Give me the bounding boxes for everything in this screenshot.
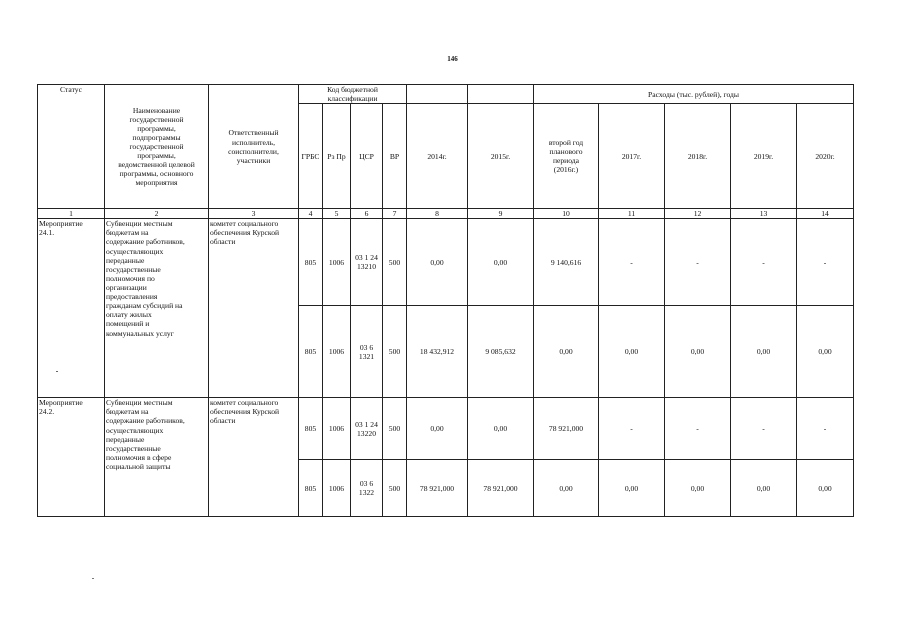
cell-2018: 0,00 bbox=[665, 306, 731, 398]
cell-2019: - bbox=[731, 398, 797, 460]
row-executor: комитет социального обеспечения Курской области bbox=[209, 219, 299, 398]
cell-vr: 500 bbox=[383, 219, 407, 306]
column-number: 2 bbox=[105, 209, 209, 219]
column-number: 12 bbox=[665, 209, 731, 219]
header-grbs: ГРБС bbox=[299, 104, 323, 209]
column-number: 8 bbox=[407, 209, 468, 219]
column-number: 9 bbox=[468, 209, 534, 219]
cell-grbs: 805 bbox=[299, 460, 323, 517]
header-name: Наименование государственной программы, подпрограммы государственной программы, ведомственной целевой программы, основного мероприятия bbox=[105, 85, 209, 209]
cell-rzpr: 1006 bbox=[323, 398, 351, 460]
table-row bbox=[38, 219, 854, 306]
cell-csr: 03 1 24 13210 bbox=[351, 219, 383, 306]
header-2020: 2020г. bbox=[797, 104, 854, 209]
header-2018: 2018г. bbox=[665, 104, 731, 209]
column-number: 14 bbox=[797, 209, 854, 219]
cell-2017: - bbox=[599, 398, 665, 460]
cell-csr: 03 1 24 13220 bbox=[351, 398, 383, 460]
scan-speck bbox=[56, 371, 58, 372]
cell-2020: - bbox=[797, 219, 854, 306]
cell-2018: - bbox=[665, 398, 731, 460]
header-2015: 2015г. bbox=[468, 104, 534, 209]
cell-2018: 0,00 bbox=[665, 460, 731, 517]
cell-2017: 0,00 bbox=[599, 306, 665, 398]
cell-rzpr: 1006 bbox=[323, 460, 351, 517]
column-number: 3 bbox=[209, 209, 299, 219]
header-status: Статус bbox=[38, 85, 105, 209]
column-number: 10 bbox=[534, 209, 599, 219]
cell-vr: 500 bbox=[383, 398, 407, 460]
cell-2016: 0,00 bbox=[534, 460, 599, 517]
cell-2020: 0,00 bbox=[797, 306, 854, 398]
header-2014: 2014г. bbox=[407, 104, 468, 209]
header-executor: Ответственный исполнитель, соисполнители, участники bbox=[209, 85, 299, 209]
cell-2015: 78 921,000 bbox=[468, 460, 534, 517]
cell-2018: - bbox=[665, 219, 731, 306]
header-budget-code: Код бюджетной классификации bbox=[299, 85, 407, 104]
cell-2017: - bbox=[599, 219, 665, 306]
budget-table bbox=[37, 84, 854, 517]
cell-2016: 78 921,000 bbox=[534, 398, 599, 460]
header-2019: 2019г. bbox=[731, 104, 797, 209]
cell-2014: 0,00 bbox=[407, 219, 468, 306]
row-executor: комитет социального обеспечения Курской области bbox=[209, 398, 299, 517]
header-2016: второй год планового периода (2016г.) bbox=[534, 104, 599, 209]
cell-grbs: 805 bbox=[299, 398, 323, 460]
cell-rzpr: 1006 bbox=[323, 306, 351, 398]
header-csr: ЦСР bbox=[351, 104, 383, 209]
cell-vr: 500 bbox=[383, 306, 407, 398]
column-number: 4 bbox=[299, 209, 323, 219]
header-row-1 bbox=[38, 85, 854, 104]
cell-2020: - bbox=[797, 398, 854, 460]
cell-2017: 0,00 bbox=[599, 460, 665, 517]
header-expenses: Расходы (тыс. рублей), годы bbox=[534, 85, 854, 104]
cell-grbs: 805 bbox=[299, 219, 323, 306]
cell-2014: 18 432,912 bbox=[407, 306, 468, 398]
cell-2019: 0,00 bbox=[731, 306, 797, 398]
cell-2014: 78 921,000 bbox=[407, 460, 468, 517]
cell-vr: 500 bbox=[383, 460, 407, 517]
cell-csr: 03 6 1321 bbox=[351, 306, 383, 398]
cell-2016: 0,00 bbox=[534, 306, 599, 398]
cell-2015: 0,00 bbox=[468, 398, 534, 460]
column-number: 5 bbox=[323, 209, 351, 219]
cell-rzpr: 1006 bbox=[323, 219, 351, 306]
page-number: 146 bbox=[447, 55, 458, 63]
cell-2016: 9 140,616 bbox=[534, 219, 599, 306]
header-rzpr: Рз Пр bbox=[323, 104, 351, 209]
column-number: 7 bbox=[383, 209, 407, 219]
column-number: 1 bbox=[38, 209, 105, 219]
scan-speck bbox=[92, 578, 94, 579]
header-blank-8 bbox=[407, 85, 468, 104]
row-status: Мероприятие 24.1. bbox=[38, 219, 105, 398]
column-number: 11 bbox=[599, 209, 665, 219]
header-blank-9 bbox=[468, 85, 534, 104]
header-2017: 2017г. bbox=[599, 104, 665, 209]
row-name: Субвенции местным бюджетам на содержание работников, осуществляющих переданные государственные полномочия по организации предоставления гражданам субсидий на оплату жилых помещений и коммунальных услуг bbox=[105, 219, 209, 398]
row-status: Мероприятие 24.2. bbox=[38, 398, 105, 517]
cell-2019: - bbox=[731, 219, 797, 306]
column-number: 13 bbox=[731, 209, 797, 219]
row-name: Субвенции местным бюджетам на содержание работников, осуществляющих переданные государственные полномочия в сфере социальной защиты bbox=[105, 398, 209, 517]
header-vr: ВР bbox=[383, 104, 407, 209]
cell-2015: 9 085,632 bbox=[468, 306, 534, 398]
cell-2019: 0,00 bbox=[731, 460, 797, 517]
cell-2015: 0,00 bbox=[468, 219, 534, 306]
cell-csr: 03 6 1322 bbox=[351, 460, 383, 517]
cell-grbs: 805 bbox=[299, 306, 323, 398]
column-number: 6 bbox=[351, 209, 383, 219]
column-numbers-row bbox=[38, 209, 854, 219]
cell-2020: 0,00 bbox=[797, 460, 854, 517]
table-row bbox=[38, 398, 854, 460]
cell-2014: 0,00 bbox=[407, 398, 468, 460]
